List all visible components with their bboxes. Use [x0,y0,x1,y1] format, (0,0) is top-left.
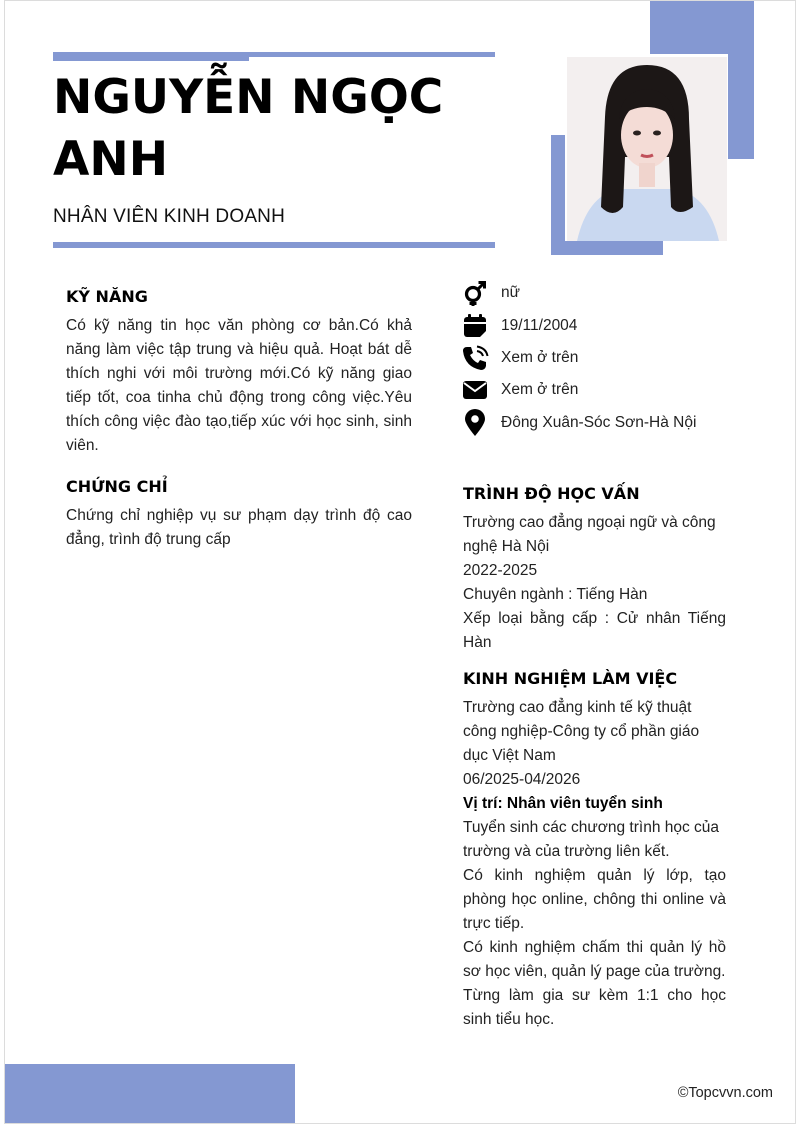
location-icon [461,409,489,437]
experience-section [463,669,726,1032]
profile-photo [567,57,727,241]
contact-phone [461,344,578,372]
experience-period: 06/2025-04/2026 [463,771,581,788]
contact-email [461,376,578,404]
phone-icon [461,344,489,372]
email-icon [461,376,489,404]
profile-photo-illustration [567,57,727,241]
contact-phone-text: Xem ở trên [501,349,579,366]
experience-company: Trường cao đẳng kinh tế kỹ thuật công nghiệp-Công ty cổ phần giáo dục Việt Nam [463,699,700,764]
footer-accent-bar [5,1064,295,1124]
header-top-rule-thick [53,52,249,61]
photo-frame-bottom-bar [551,241,663,255]
photo-frame-right-bar [728,1,754,159]
education-school: Trường cao đẳng ngoại ngữ và công nghệ Hà Nội [463,514,716,555]
calendar-icon [461,312,489,340]
contact-gender-text: nữ [501,284,520,301]
experience-detail: Có kinh nghiệm quản lý lớp, tạo phòng học online, chông thi online và trực tiếp. [463,867,726,932]
skills-title: KỸ NĂNG [66,287,148,306]
candidate-name: NGUYỄN NGỌC ANH [53,70,444,187]
education-period: 2022-2025 [463,562,538,579]
experience-detail: Từng làm gia sư kèm 1:1 cho học sinh tiểu học. [463,987,726,1028]
contact-address-text: Đông Xuân-Sóc Sơn-Hà Nội [501,414,697,431]
contact-birthday [461,312,577,340]
header-bottom-rule [53,242,495,248]
education-major: Chuyên ngành : Tiếng Hàn [463,586,648,603]
experience-title: KINH NGHIỆM LÀM VIỆC [463,669,678,688]
skills-text: Có kỹ năng tin học văn phòng cơ bản.Có khả năng làm việc tập trung và hiệu quả. Hoạt bát dễ thích nghi với môi trường mới.Có kỹ năng giao tiếp tốt, coa tinha chủ động trong công việc.Yêu thích công việc đào tạo,tiếp xúc với học sinh, sinh viên. [66,317,412,454]
skills-section [66,287,412,458]
experience-detail: Tuyển sinh các chương trình học của trường và của trường liên kết. [463,819,720,860]
contact-email-text: Xem ở trên [501,381,579,398]
contact-address [461,409,696,437]
job-title: NHÂN VIÊN KINH DOANH [53,206,286,227]
education-section [463,484,726,655]
certificates-title: CHỨNG CHỈ [66,477,168,496]
gender-icon [461,279,489,307]
contact-gender [461,279,520,307]
footer-copyright: ©Topcvvn.com [677,1085,773,1101]
contact-birthday-text: 19/11/2004 [501,317,578,334]
certificates-text: Chứng chỉ nghiệp vụ sư phạm dạy trình độ cao đẳng, trình độ trung cấp [66,507,412,548]
photo-frame-left-bar [551,135,565,255]
education-grade: Xếp loại bằng cấp : Cử nhân Tiếng Hàn [463,610,726,651]
experience-position: Vị trí: Nhân viên tuyển sinh [463,795,663,812]
cv-page [4,0,796,1124]
education-title: TRÌNH ĐỘ HỌC VẤN [463,484,640,503]
certificates-section [66,477,412,552]
experience-detail: Có kinh nghiệm chấm thi quản lý hồ sơ học viên, quản lý page của trường. [463,939,726,980]
